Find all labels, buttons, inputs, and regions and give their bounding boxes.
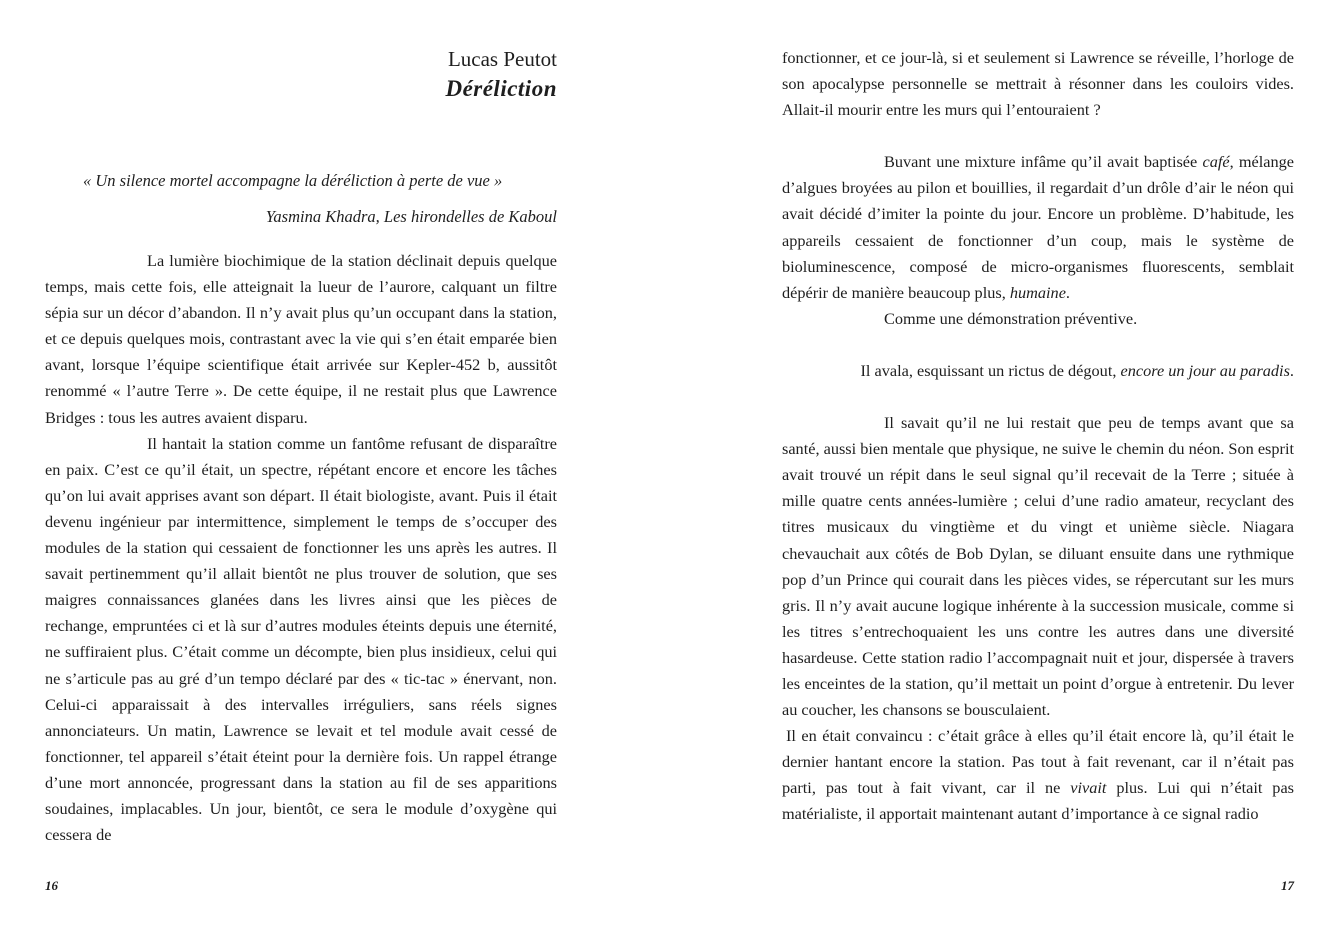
paragraph: fonctionner, et ce jour-là, si et seulement si Lawrence se réveille, l’horloge de son apocalypse personnelle se mettrait à résonner dans les couloirs vides. Allait-il mourir entre les murs qui l’entouraient ?: [782, 48, 1294, 120]
story-title: Déréliction: [445, 76, 557, 101]
paragraph: Il hantait la station comme un fantôme refusant de disparaître en paix. C’est ce qu’il était, un spectre, répétant encore et encore les tâches qu’on lui avait apprises avant son départ. Il était biologiste, avant. Puis il était devenu ingénieur par intermittence, simplement le temps de s’occuper des modules de la station qui cessaient de fonctionner les uns après les autres. Il savait pertinemment qu’il allait bientôt ne plus trouver de solution, que ses maigres connaissances glanées dans les livres ainsi que les pièces de rechange, empruntées ci et là sur d’autres modules éteints depuis une éternité, ne suffiraient plus. C’était comme un décompte, bien plus insidieux, celui qui ne s’articule pas au gré d’un tempo déclaré par des « tic-tac » énervant, non. Celui-ci apparaissait à des intervalles irréguliers, sans réels signes annonciateurs. Un matin, Lawrence se levait et tel module avait cessé de fonctionner, tel appareil s’était éteint pour la dernière fois. Un rappel étrange d’une mort annoncée, progressant dans la station au fil de ses apparitions soudaines, implacables. Un jour, bientôt, ce sera le module d’oxygène qui cessera de: [45, 433, 557, 845]
page-number-left: 16: [45, 878, 58, 893]
right-page: [782, 0, 1294, 949]
emphasis: café: [1202, 152, 1230, 172]
left-page: [45, 0, 557, 949]
paragraph: Il avala, esquissant un rictus de dégout, encore un jour au paradis.: [860, 360, 1294, 380]
right-body-text: [782, 45, 1294, 828]
paragraph: Il savait qu’il ne lui restait que peu de temps avant que sa santé, aussi bien mentale que physique, ne suive le chemin du néon. Son esprit avait trouvé un répit dans le seul signal qu’il recevait de la Terre ; située à mille quatre cents années-lumière ; celui d’une radio amateur, recyclant des titres musicaux du vingtième et du vingt et unième siècle. Niagara chevauchait aux côtés de Bob Dylan, se diluant ensuite dans une rythmique pop d’un Prince qui courait dans les pièces vides, se répercutant sur les murs gris. Il n’y avait aucune logique inhérente à la succession musicale, comme si les titres s’entrechoquaient les uns contre les autres dans une diversité hasardeuse. Cette station radio l’accompagnait nuit et jour, dispersée à travers les enceintes de la station, qu’il mettait un point d’orgue à entretenir. Du lever au coucher, les chansons se bousculaient.: [782, 413, 1294, 720]
paragraph: La lumière biochimique de la station déclinait depuis quelque temps, mais cette fois, elle atteignait la lueur de l’aurore, calquant un filtre sépia sur un décor d’abandon. Il n’y avait plus qu’un occupant dans la station, et ce depuis quelques mois, contrastant avec la vie qui s’en était emparée bien avant, lorsque l’équipe scientifique était arrivée sur Kepler-452 b, aussitôt renommé « l’autre Terre ». De cette équipe, il ne restait plus que Lawrence Bridges : tous les autres avaient disparu.: [45, 251, 557, 427]
paragraph: Il en était convaincu : c’était grâce à elles qu’il était encore là, qu’il était le dernier hantant encore la station. Pas tout à fait revenant, car il n’était pas parti, pas tout à fait vivant, car il ne vivait plus. Lui qui n’était pas matérialiste, il apportait maintenant autant d’importance à ce signal radio: [782, 726, 1295, 824]
paragraph: Comme une démonstration préventive.: [884, 308, 1138, 328]
paragraph: Buvant une mixture infâme qu’il avait baptisée café, mélange d’algues broyées au pilon et bouillies, il regardait d’un drôle d’air le néon qui avait décidé d’imiter la pointe du jour. Encore un problème. D’habitude, les appareils cessaient de fonctionner d’un coup, mais le système de bioluminescence, composé de micro-organismes fluorescents, semblait dépérir de manière beaucoup plus, humaine.: [782, 152, 1295, 302]
emphasis: encore un jour au paradis: [1120, 360, 1290, 380]
page-number-right: 17: [1281, 878, 1294, 893]
epigraph-quote: « Un silence mortel accompagne la déréliction à perte de vue »: [83, 171, 503, 190]
emphasis: vivait: [1070, 778, 1107, 798]
emphasis: humaine: [1009, 282, 1066, 302]
left-body-text: [45, 248, 557, 848]
author-name: Lucas Peutot: [447, 47, 557, 71]
epigraph-source: Yasmina Khadra, Les hirondelles de Kaboul: [265, 207, 557, 226]
